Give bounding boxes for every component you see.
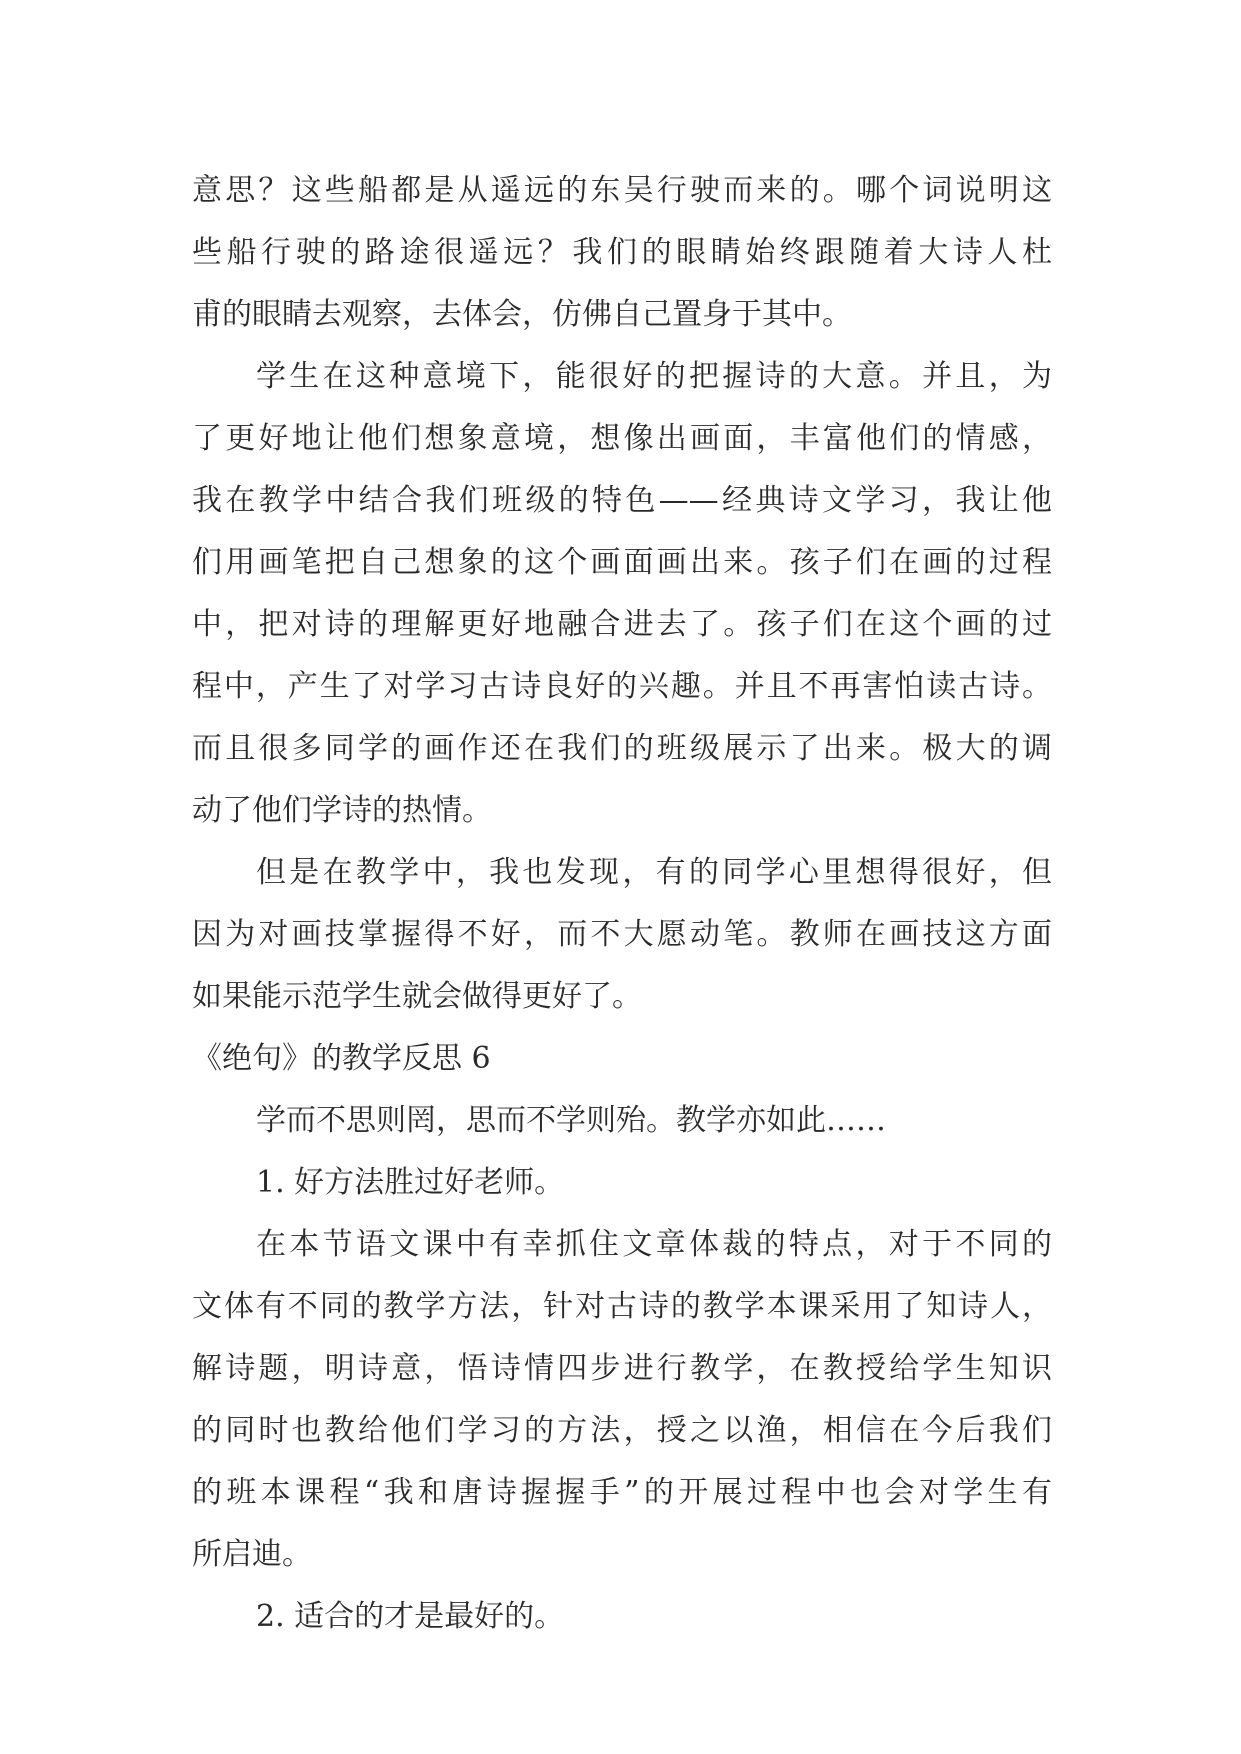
text-line: 解诗题，明诗意，悟诗情四步进行教学，在教授给学生知识 (192, 1351, 1052, 1386)
text-line: 们用画笔把自己想象的这个画面画出来。孩子们在画的过程 (192, 545, 1052, 580)
text-line: 甫的眼睛去观察，去体会，仿佛自己置身于其中。 (192, 297, 852, 332)
paragraph (192, 1152, 1052, 1214)
text-line: 我在教学中结合我们班级的特色——经典诗文学习，我让他 (192, 483, 1052, 518)
text-line: 的同时也教给他们学习的方法，授之以渔，相信在今后我们 (192, 1413, 1052, 1448)
document-body (192, 160, 1052, 1648)
text-line: 些船行驶的路途很遥远？我们的眼睛始终跟随着大诗人杜 (192, 235, 1052, 270)
text-line: 1. 好方法胜过好老师。 (256, 1165, 565, 1200)
paragraph (192, 1090, 1052, 1152)
text-line: 如果能示范学生就会做得更好了。 (192, 979, 642, 1014)
text-line: 所启迪。 (192, 1537, 312, 1572)
text-line: 因为对画技掌握得不好，而不大愿动笔。教师在画技这方面 (192, 917, 1052, 952)
text-line: 而且很多同学的画作还在我们的班级展示了出来。极大的调 (192, 731, 1052, 766)
text-line: 程中，产生了对学习古诗良好的兴趣。并且不再害怕读古诗。 (192, 669, 1052, 704)
text-line: 的班本课程“我和唐诗握握手”的开展过程中也会对学生有 (192, 1475, 1052, 1510)
text-line: 学而不思则罔，思而不学则殆。教学亦如此…… (256, 1103, 886, 1138)
paragraph (192, 160, 1052, 346)
text-line: 但是在教学中，我也发现，有的同学心里想得很好，但 (256, 855, 1052, 890)
text-line: 2. 适合的才是最好的。 (256, 1599, 565, 1634)
paragraph (192, 1214, 1052, 1586)
text-line: 动了他们学诗的热情。 (192, 793, 492, 828)
text-line: 在本节语文课中有幸抓住文章体裁的特点，对于不同的 (256, 1227, 1052, 1262)
text-line: 学生在这种意境下，能很好的把握诗的大意。并且，为 (256, 359, 1052, 394)
paragraph (192, 842, 1052, 1028)
paragraph (192, 346, 1052, 842)
paragraph (192, 1586, 1052, 1648)
text-line: 中，把对诗的理解更好地融合进去了。孩子们在这个画的过 (192, 607, 1052, 642)
section-heading: 《绝句》的教学反思 6 (192, 1041, 491, 1076)
text-line: 文体有不同的教学方法，针对古诗的教学本课采用了知诗人， (192, 1289, 1052, 1324)
text-line: 意思？这些船都是从遥远的东吴行驶而来的。哪个词说明这 (192, 173, 1052, 208)
text-line: 了更好地让他们想象意境，想像出画面，丰富他们的情感， (192, 421, 1052, 456)
